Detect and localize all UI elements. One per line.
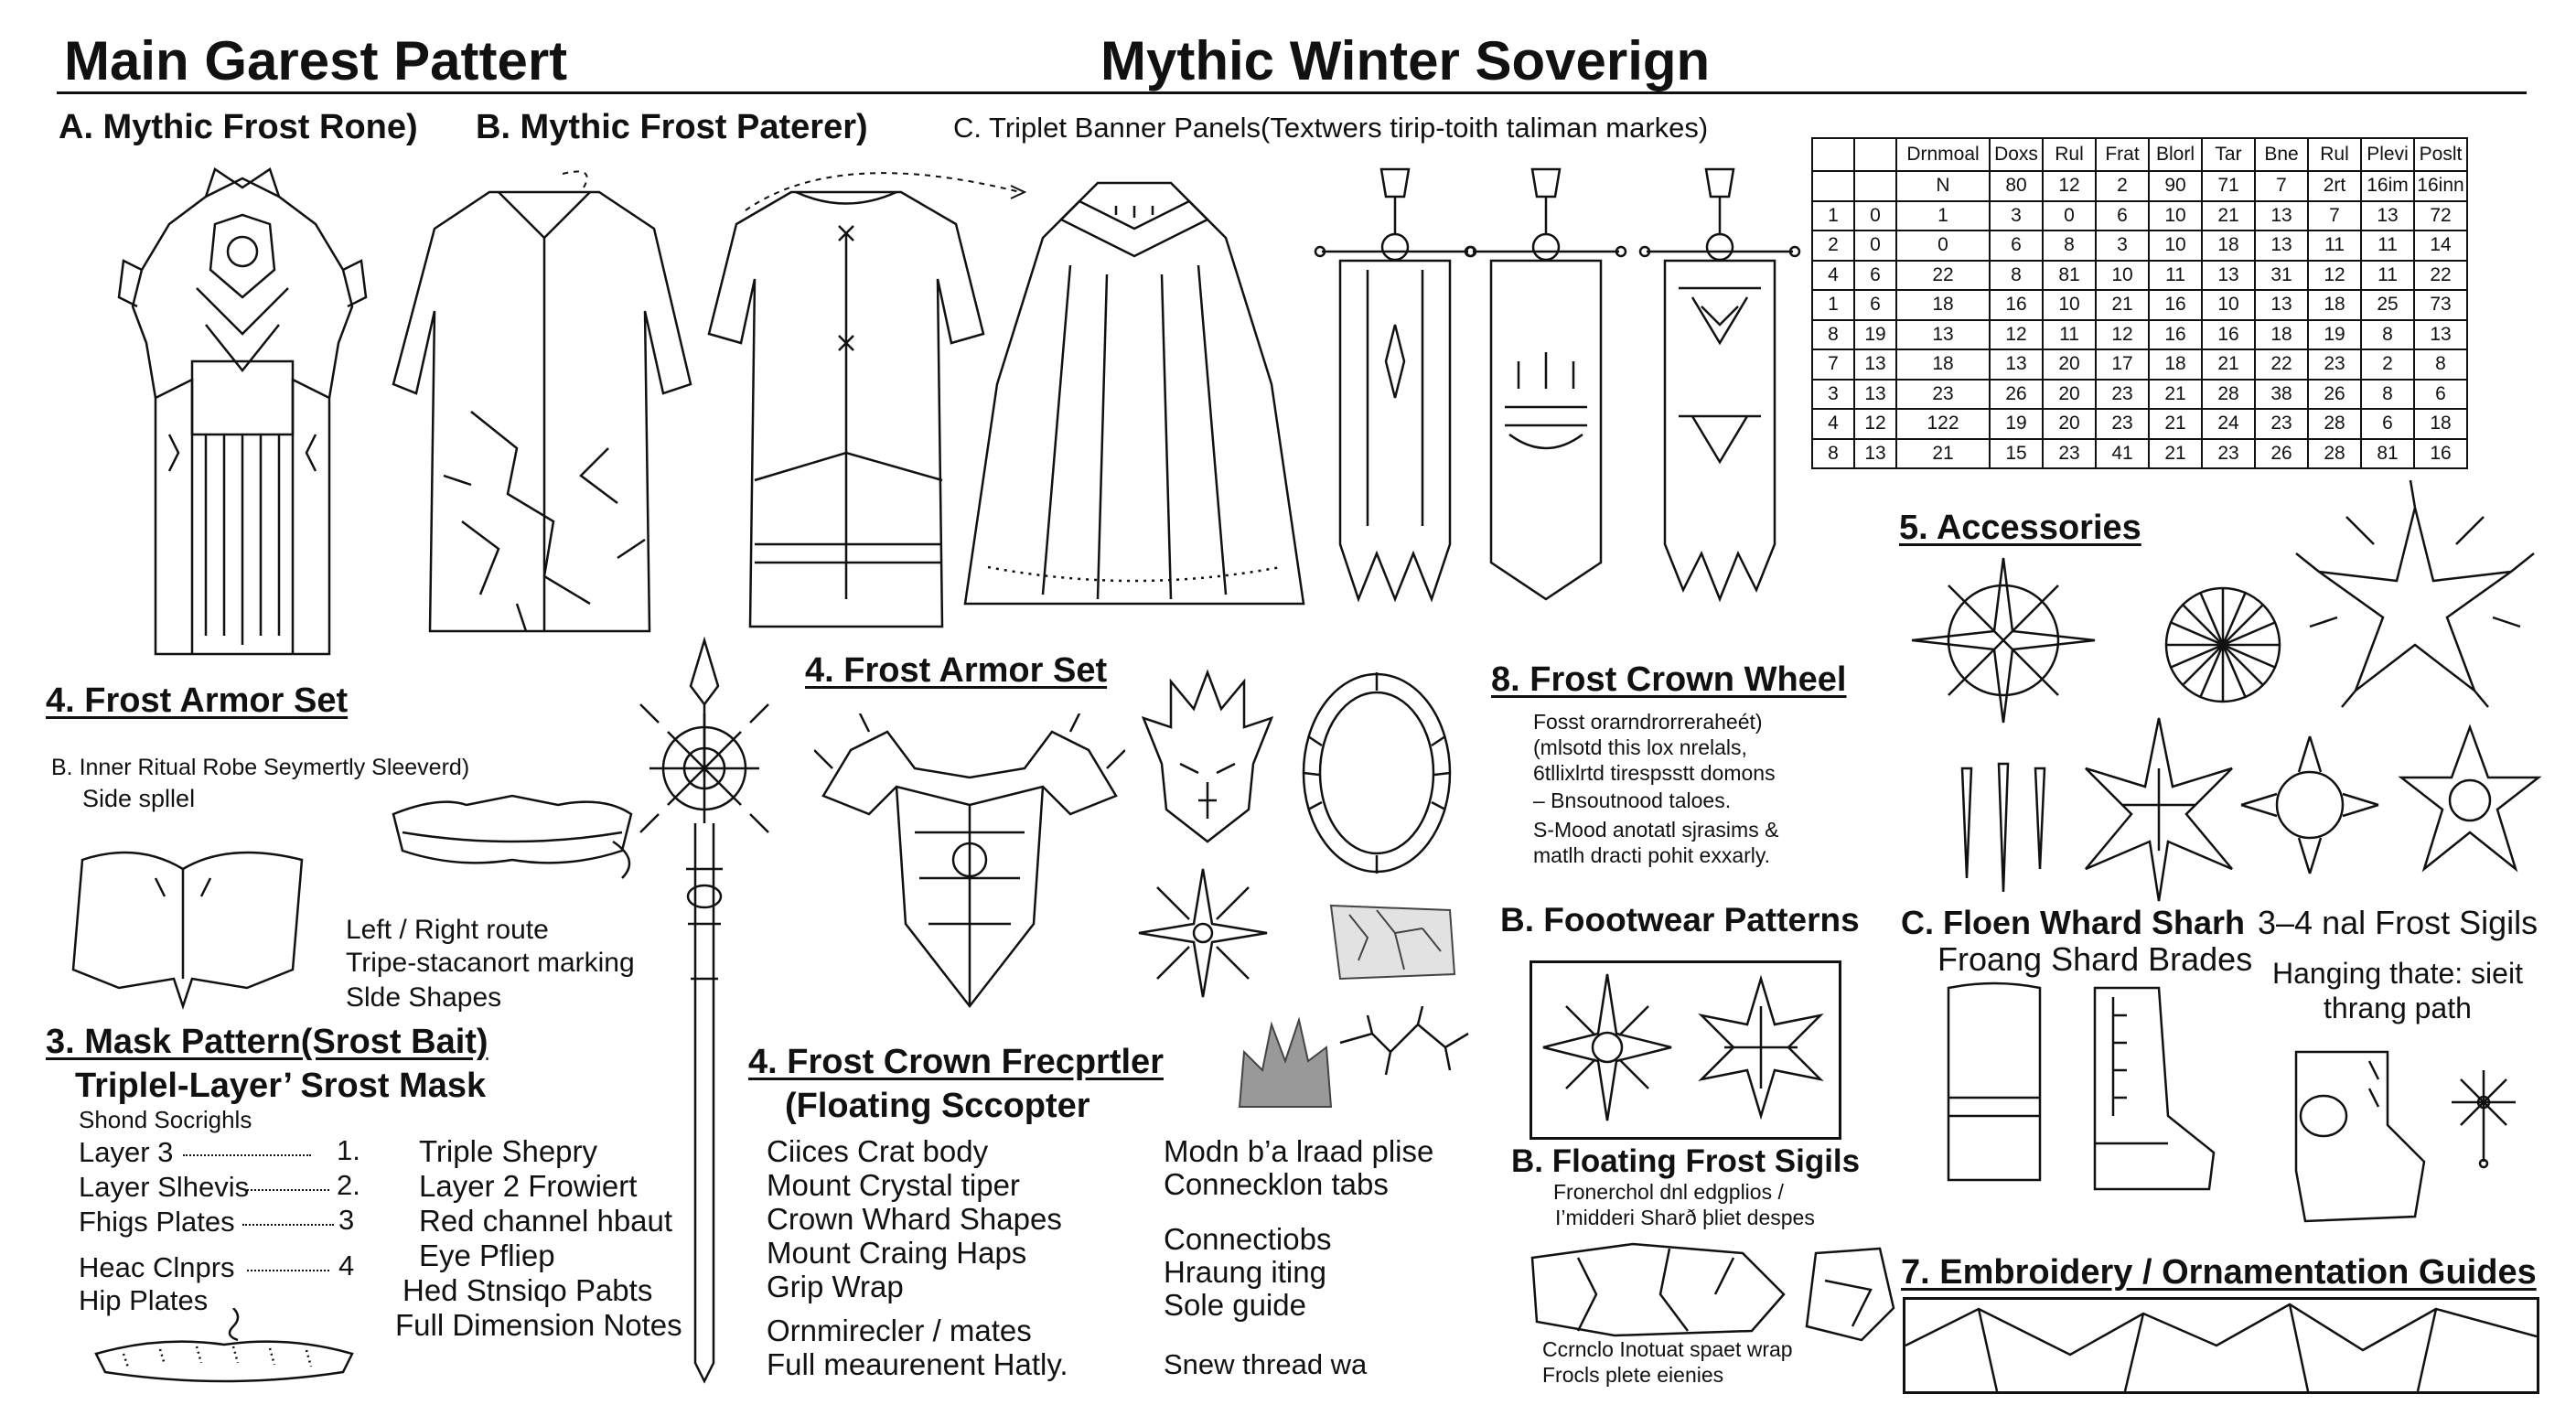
table-cell: 72	[2414, 201, 2467, 231]
table-cell: 8	[2361, 380, 2414, 410]
table-cell: 41	[2096, 439, 2149, 469]
table-header-row	[1812, 138, 2467, 171]
table-cell: 19	[2308, 320, 2361, 350]
scepter-list-4: Mount Craing Haps	[767, 1236, 1027, 1270]
cracked-ice-swatch	[1322, 896, 1459, 988]
embroidery-pattern-drawing	[1905, 1300, 2537, 1391]
table-cell: 11	[2149, 261, 2202, 291]
connection-list-1: Modn b’a lraad plise	[1164, 1134, 1434, 1168]
table-cell: 10	[2096, 261, 2149, 291]
sleeve-note-2: Tripe-stacanort marking	[346, 948, 635, 978]
table-cell: 7	[2308, 201, 2361, 231]
table-cell: 22	[1896, 261, 1990, 291]
table-cell: 10	[2149, 231, 2202, 261]
table-cell: 11	[2361, 231, 2414, 261]
robe-note-1: B. Inner Ritual Robe Seymertly Sleeverd)	[51, 755, 470, 780]
mask-layer-1: Layer 3	[79, 1136, 174, 1168]
section-c-heading: C. Triplet Banner Panels(Textwers tirip-toith taliman markes)	[953, 112, 1709, 144]
ringed-star-accessory-icon	[2397, 723, 2543, 878]
table-cell: 81	[2043, 261, 2096, 291]
collar-plate-drawing	[384, 787, 649, 887]
table-cell: 10	[2202, 290, 2255, 320]
table-row	[1812, 409, 2467, 439]
ice-flame-swatch	[1230, 1006, 1340, 1116]
hip-plate-drawing	[87, 1308, 361, 1390]
table-header-cell: Doxs	[1990, 138, 2043, 171]
floating-sigil-shard-1	[1523, 1239, 1788, 1340]
mask-layer-4: Heac Clnprs	[79, 1251, 235, 1283]
table-cell: 26	[2255, 439, 2308, 469]
table-cell: 8	[2361, 320, 2414, 350]
scepter-list-3: Crown Whard Shapes	[767, 1202, 1062, 1236]
table-cell: 28	[2202, 380, 2255, 410]
table-header-cell: Rul	[2308, 138, 2361, 171]
table-cell: 10	[2149, 201, 2202, 231]
floating-sigils-heading: B. Floating Frost Sigils	[1511, 1143, 1861, 1179]
table-cell: 21	[2096, 290, 2149, 320]
table-cell: 22	[2414, 261, 2467, 291]
table-cell: 11	[2361, 261, 2414, 291]
mask-list-5: Hed Stnsiqo Pabts	[402, 1273, 653, 1307]
table-header-cell: Frat	[2096, 138, 2149, 171]
table-header-cell: Rul	[2043, 138, 2096, 171]
table-cell: 18	[2255, 320, 2308, 350]
footwear-star-1-icon	[1539, 970, 1676, 1125]
table-header-cell: Bne	[2255, 138, 2308, 171]
embroidery-heading: 7. Embroidery / Ornamentation Guides	[1901, 1253, 2537, 1292]
mask-list-4: Eye Pfliep	[419, 1239, 555, 1272]
center-title: Mythic Winter Soverign	[1100, 30, 1711, 91]
table-row	[1812, 261, 2467, 291]
mask-layer-3: Fhigs Plates	[79, 1206, 235, 1238]
mask-list-2: Layer 2 Frowiert	[419, 1169, 638, 1203]
table-cell: 10	[2043, 290, 2096, 320]
shard-subheading: Froang Shard Brades	[1937, 940, 2253, 978]
title-rule	[57, 91, 2527, 94]
table-cell: 12	[2043, 171, 2096, 201]
leader-line	[242, 1224, 334, 1226]
table-cell: 3	[1812, 380, 1854, 410]
table-cell: 18	[2414, 409, 2467, 439]
mask-small-note: Shond Socrighls	[79, 1106, 252, 1133]
table-header-cell	[1812, 138, 1854, 171]
banner-panel-1	[1313, 160, 1477, 608]
table-cell: 2rt	[2308, 171, 2361, 201]
table-cell: 16inn	[2414, 171, 2467, 201]
table-header-cell: Tar	[2202, 138, 2255, 171]
sun-star-accessory-icon	[2237, 732, 2383, 878]
table-cell: 81	[2361, 439, 2414, 469]
table-cell: 28	[2308, 409, 2361, 439]
table-cell: 23	[2096, 380, 2149, 410]
robe-note-2: Side spllel	[82, 785, 196, 812]
table-cell: 3	[1990, 201, 2043, 231]
table-cell: 26	[2308, 380, 2361, 410]
crown-note-2: (mlsotd this lox nrelals,	[1533, 735, 1747, 759]
mask-layer-num-3: 3	[338, 1204, 355, 1236]
compass-star-accessory-icon	[1903, 549, 2104, 732]
table-cell: 4	[1812, 261, 1854, 291]
leader-line	[183, 1154, 311, 1156]
table-header-cell: Plevi	[2361, 138, 2414, 171]
table-cell: 90	[2149, 171, 2202, 201]
table-cell: 18	[2149, 349, 2202, 380]
mythic-frost-robe-drawing	[105, 160, 380, 672]
sleeve-note-1: Left / Right route	[346, 915, 549, 945]
table-cell: 13	[2255, 290, 2308, 320]
table-cell: 15	[1990, 439, 2043, 469]
crown-note-6: matlh dracti pohit exxarly.	[1533, 843, 1771, 867]
table-cell: 8	[1990, 261, 2043, 291]
table-cell: 8	[2414, 349, 2467, 380]
scepter-subheading: (Floating Sccopter	[785, 1087, 1090, 1125]
table-cell: 8	[1812, 320, 1854, 350]
table-cell: 21	[1896, 439, 1990, 469]
table-cell: 21	[2202, 349, 2255, 380]
connection-list2-2: Hraung iting	[1164, 1255, 1326, 1289]
frost-scepter-drawing	[622, 631, 787, 1390]
section-b-heading: B. Mythic Frost Paterer)	[476, 108, 868, 146]
table-row	[1812, 349, 2467, 380]
floating-sigil-shard-2	[1798, 1244, 1898, 1345]
table-cell: 3	[2096, 231, 2149, 261]
table-header-cell: Poslt	[2414, 138, 2467, 171]
table-cell: 20	[2043, 409, 2096, 439]
table-cell: 2	[2096, 171, 2149, 201]
table-cell: 8	[1812, 439, 1854, 469]
sigils-right-note-2: thrang path	[2324, 992, 2472, 1024]
boot-side-drawing	[2077, 979, 2223, 1198]
table-cell: 71	[2202, 171, 2255, 201]
frost-wreath-drawing	[1290, 663, 1464, 883]
icicle-pendants-icon	[1948, 759, 2058, 896]
frost-cape-drawing	[961, 165, 1308, 622]
footwear-heading: B. Foootwear Patterns	[1500, 901, 1860, 938]
table-cell: 23	[2202, 439, 2255, 469]
footwear-star-2-icon	[1692, 970, 1830, 1125]
table-cell: 80	[1990, 171, 2043, 201]
connection-footer: Snew thread wa	[1164, 1348, 1368, 1380]
radial-wheel-accessory-icon	[2145, 567, 2301, 723]
table-cell: 26	[1990, 380, 2043, 410]
crown-note-3: 6tllixlrtd tirespsstt domons	[1533, 761, 1776, 785]
crown-note-1: Fosst orarndrorreraheét)	[1533, 710, 1763, 734]
table-cell: 13	[1854, 439, 1896, 469]
sleeve-note-3: Slde Shapes	[346, 982, 502, 1013]
mask-layer-num-2: 2.	[337, 1169, 360, 1201]
frost-star-ornament-icon	[1134, 864, 1272, 1002]
connection-list2-1: Connectiobs	[1164, 1222, 1332, 1256]
sleeve-pattern-drawing	[64, 842, 320, 1015]
table-cell: 6	[2361, 409, 2414, 439]
table-cell: 122	[1896, 409, 1990, 439]
mask-layer-num-4: 4	[338, 1249, 355, 1282]
table-cell: 25	[2361, 290, 2414, 320]
table-cell: 23	[2096, 409, 2149, 439]
table-cell: 6	[1854, 261, 1896, 291]
table-cell: 16	[2202, 320, 2255, 350]
table-cell: 13	[2255, 231, 2308, 261]
scepter-list-1: Ciices Crat body	[767, 1134, 989, 1168]
scepter-list-2: Mount Crystal tiper	[767, 1168, 1020, 1202]
table-cell: 6	[1854, 290, 1896, 320]
table-cell: 13	[2255, 201, 2308, 231]
table-cell: 4	[1812, 409, 1854, 439]
table-row	[1812, 171, 2467, 201]
table-cell: 22	[2255, 349, 2308, 380]
table-cell: 1	[1812, 201, 1854, 231]
table-cell: 6	[2096, 201, 2149, 231]
leader-line	[247, 1270, 329, 1271]
table-row	[1812, 231, 2467, 261]
scepter-list-5: Grip Wrap	[767, 1270, 904, 1303]
table-cell: 2	[2361, 349, 2414, 380]
table-cell: 13	[2361, 201, 2414, 231]
connection-list-2: Connecklon tabs	[1164, 1167, 1389, 1201]
floating-sigils-footer-1: Ccrnclo Inotuat spaet wrap	[1542, 1337, 1793, 1361]
table-cell: 12	[1854, 409, 1896, 439]
table-cell: 13	[2414, 320, 2467, 350]
scepter-list2-1: Ornmirecler / mates	[767, 1314, 1032, 1347]
crown-note-4: – Bnsoutnood taloes.	[1533, 788, 1732, 812]
mask-layer-num-1: 1.	[337, 1134, 360, 1166]
table-cell: 0	[1854, 201, 1896, 231]
floating-sigils-note-1: Fronerchol dnl edgplios /	[1553, 1180, 1784, 1204]
mask-list-6: Full Dimension Notes	[395, 1308, 682, 1342]
table-cell: 23	[1896, 380, 1990, 410]
table-cell: 7	[2255, 171, 2308, 201]
section-a-heading: A. Mythic Frost Rone)	[59, 108, 418, 146]
boot-toe-drawing	[2278, 1043, 2433, 1226]
table-cell: 31	[2255, 261, 2308, 291]
table-row	[1812, 290, 2467, 320]
table-cell: 18	[2202, 231, 2255, 261]
dimension-table	[1811, 137, 2468, 469]
table-cell: 23	[2043, 439, 2096, 469]
scepter-list2-2: Full meaurenent Hatly.	[767, 1347, 1068, 1381]
table-cell: 13	[1990, 349, 2043, 380]
banner-panel-3	[1637, 160, 1802, 608]
floating-sigils-note-2: I’midderi Sharð þliet despes	[1555, 1206, 1815, 1229]
table-cell: 16	[2149, 290, 2202, 320]
connection-list2-3: Sole guide	[1164, 1288, 1306, 1322]
table-cell: 20	[2043, 380, 2096, 410]
table-cell: 13	[1854, 349, 1896, 380]
table-cell: 24	[2202, 409, 2255, 439]
boot-shaft-drawing	[1939, 979, 2049, 1189]
table-header-cell: Drnmoal	[1896, 138, 1990, 171]
table-cell: 1	[1896, 201, 1990, 231]
table-cell: 13	[1896, 320, 1990, 350]
banner-panel-2	[1464, 160, 1628, 608]
floating-sigils-footer-2: Frocls plete eienies	[1542, 1363, 1724, 1387]
table-cell: 13	[1854, 380, 1896, 410]
table-cell: 0	[1854, 231, 1896, 261]
main-title: Main Garest Pattert	[64, 30, 568, 91]
table-cell: 21	[2149, 409, 2202, 439]
table-cell: 14	[2414, 231, 2467, 261]
scepter-heading: 4. Frost Crown Frecprtler	[748, 1043, 1164, 1081]
table-header-cell: Blorl	[2149, 138, 2202, 171]
frost-helm-drawing	[1134, 663, 1281, 846]
frost-branch-icon	[1336, 1006, 1473, 1079]
leader-line	[247, 1189, 329, 1191]
table-cell: 23	[2255, 409, 2308, 439]
table-header-cell	[1854, 138, 1896, 171]
mask-subheading: Triplel-Layer’ Srost Mask	[75, 1067, 487, 1105]
table-cell: 16	[2149, 320, 2202, 350]
mythic-frost-pattern-front-drawing	[389, 174, 700, 640]
table-cell: 28	[2308, 439, 2361, 469]
table-cell	[1812, 171, 1854, 201]
table-row	[1812, 380, 2467, 410]
table-cell: 18	[1896, 290, 1990, 320]
table-cell: 6	[1990, 231, 2043, 261]
table-cell: 2	[1812, 231, 1854, 261]
table-cell: 20	[2043, 349, 2096, 380]
mask-layer-5: Hip Plates	[79, 1284, 209, 1316]
table-cell: 23	[2308, 349, 2361, 380]
table-cell: 16	[1990, 290, 2043, 320]
table-cell: 11	[2308, 231, 2361, 261]
table-cell: 8	[2043, 231, 2096, 261]
sigils-right-heading: 3–4 nal Frost Sigils	[2258, 904, 2538, 941]
table-cell: 13	[2202, 261, 2255, 291]
mythic-frost-pattern-back-drawing	[704, 178, 988, 636]
table-cell: 0	[1896, 231, 1990, 261]
table-cell: 19	[1854, 320, 1896, 350]
table-cell: 21	[2149, 439, 2202, 469]
sigils-right-note-1: Hanging thate: sieit	[2272, 957, 2523, 990]
mask-list-3: Red channel hbaut	[419, 1204, 673, 1238]
cracked-star-accessory-icon	[2292, 480, 2538, 709]
hanging-snowflake-sigil-icon	[2442, 1061, 2525, 1171]
table-cell: 16im	[2361, 171, 2414, 201]
accessories-heading: 5. Accessories	[1899, 509, 2141, 547]
table-cell: 7	[1812, 349, 1854, 380]
table-cell: 12	[2096, 320, 2149, 350]
table-cell: 17	[2096, 349, 2149, 380]
table-row	[1812, 439, 2467, 469]
table-row	[1812, 320, 2467, 350]
crown-wheel-heading: 8. Frost Crown Wheel	[1491, 660, 1847, 699]
table-cell: 21	[2202, 201, 2255, 231]
table-cell: 1	[1812, 290, 1854, 320]
table-cell	[1854, 171, 1896, 201]
table-cell: N	[1896, 171, 1990, 201]
table-cell: 19	[1990, 409, 2043, 439]
table-cell: 0	[2043, 201, 2096, 231]
mask-heading: 3. Mask Pattern(Srost Bait)	[46, 1023, 488, 1061]
table-cell: 73	[2414, 290, 2467, 320]
table-cell: 12	[2308, 261, 2361, 291]
crown-note-5: S-Mood anotatl sjrasims &	[1533, 818, 1779, 842]
table-cell: 16	[2414, 439, 2467, 469]
frost-armor-chestplate-drawing	[814, 713, 1125, 1015]
table-cell: 21	[2149, 380, 2202, 410]
snowflake-star-accessory-icon	[2077, 713, 2241, 906]
armor-left-heading: 4. Frost Armor Set	[46, 681, 349, 720]
mask-layer-2: Layer Slhevis	[79, 1171, 250, 1203]
armor-center-heading: 4. Frost Armor Set	[805, 651, 1108, 690]
table-cell: 11	[2043, 320, 2096, 350]
table-row	[1812, 201, 2467, 231]
table-cell: 6	[2414, 380, 2467, 410]
table-cell: 18	[2308, 290, 2361, 320]
mask-list-1: Triple Shepry	[419, 1134, 598, 1168]
shard-heading: C. Floen Whard Sharh	[1901, 904, 2246, 941]
table-cell: 18	[1896, 349, 1990, 380]
table-cell: 38	[2255, 380, 2308, 410]
table-cell: 12	[1990, 320, 2043, 350]
